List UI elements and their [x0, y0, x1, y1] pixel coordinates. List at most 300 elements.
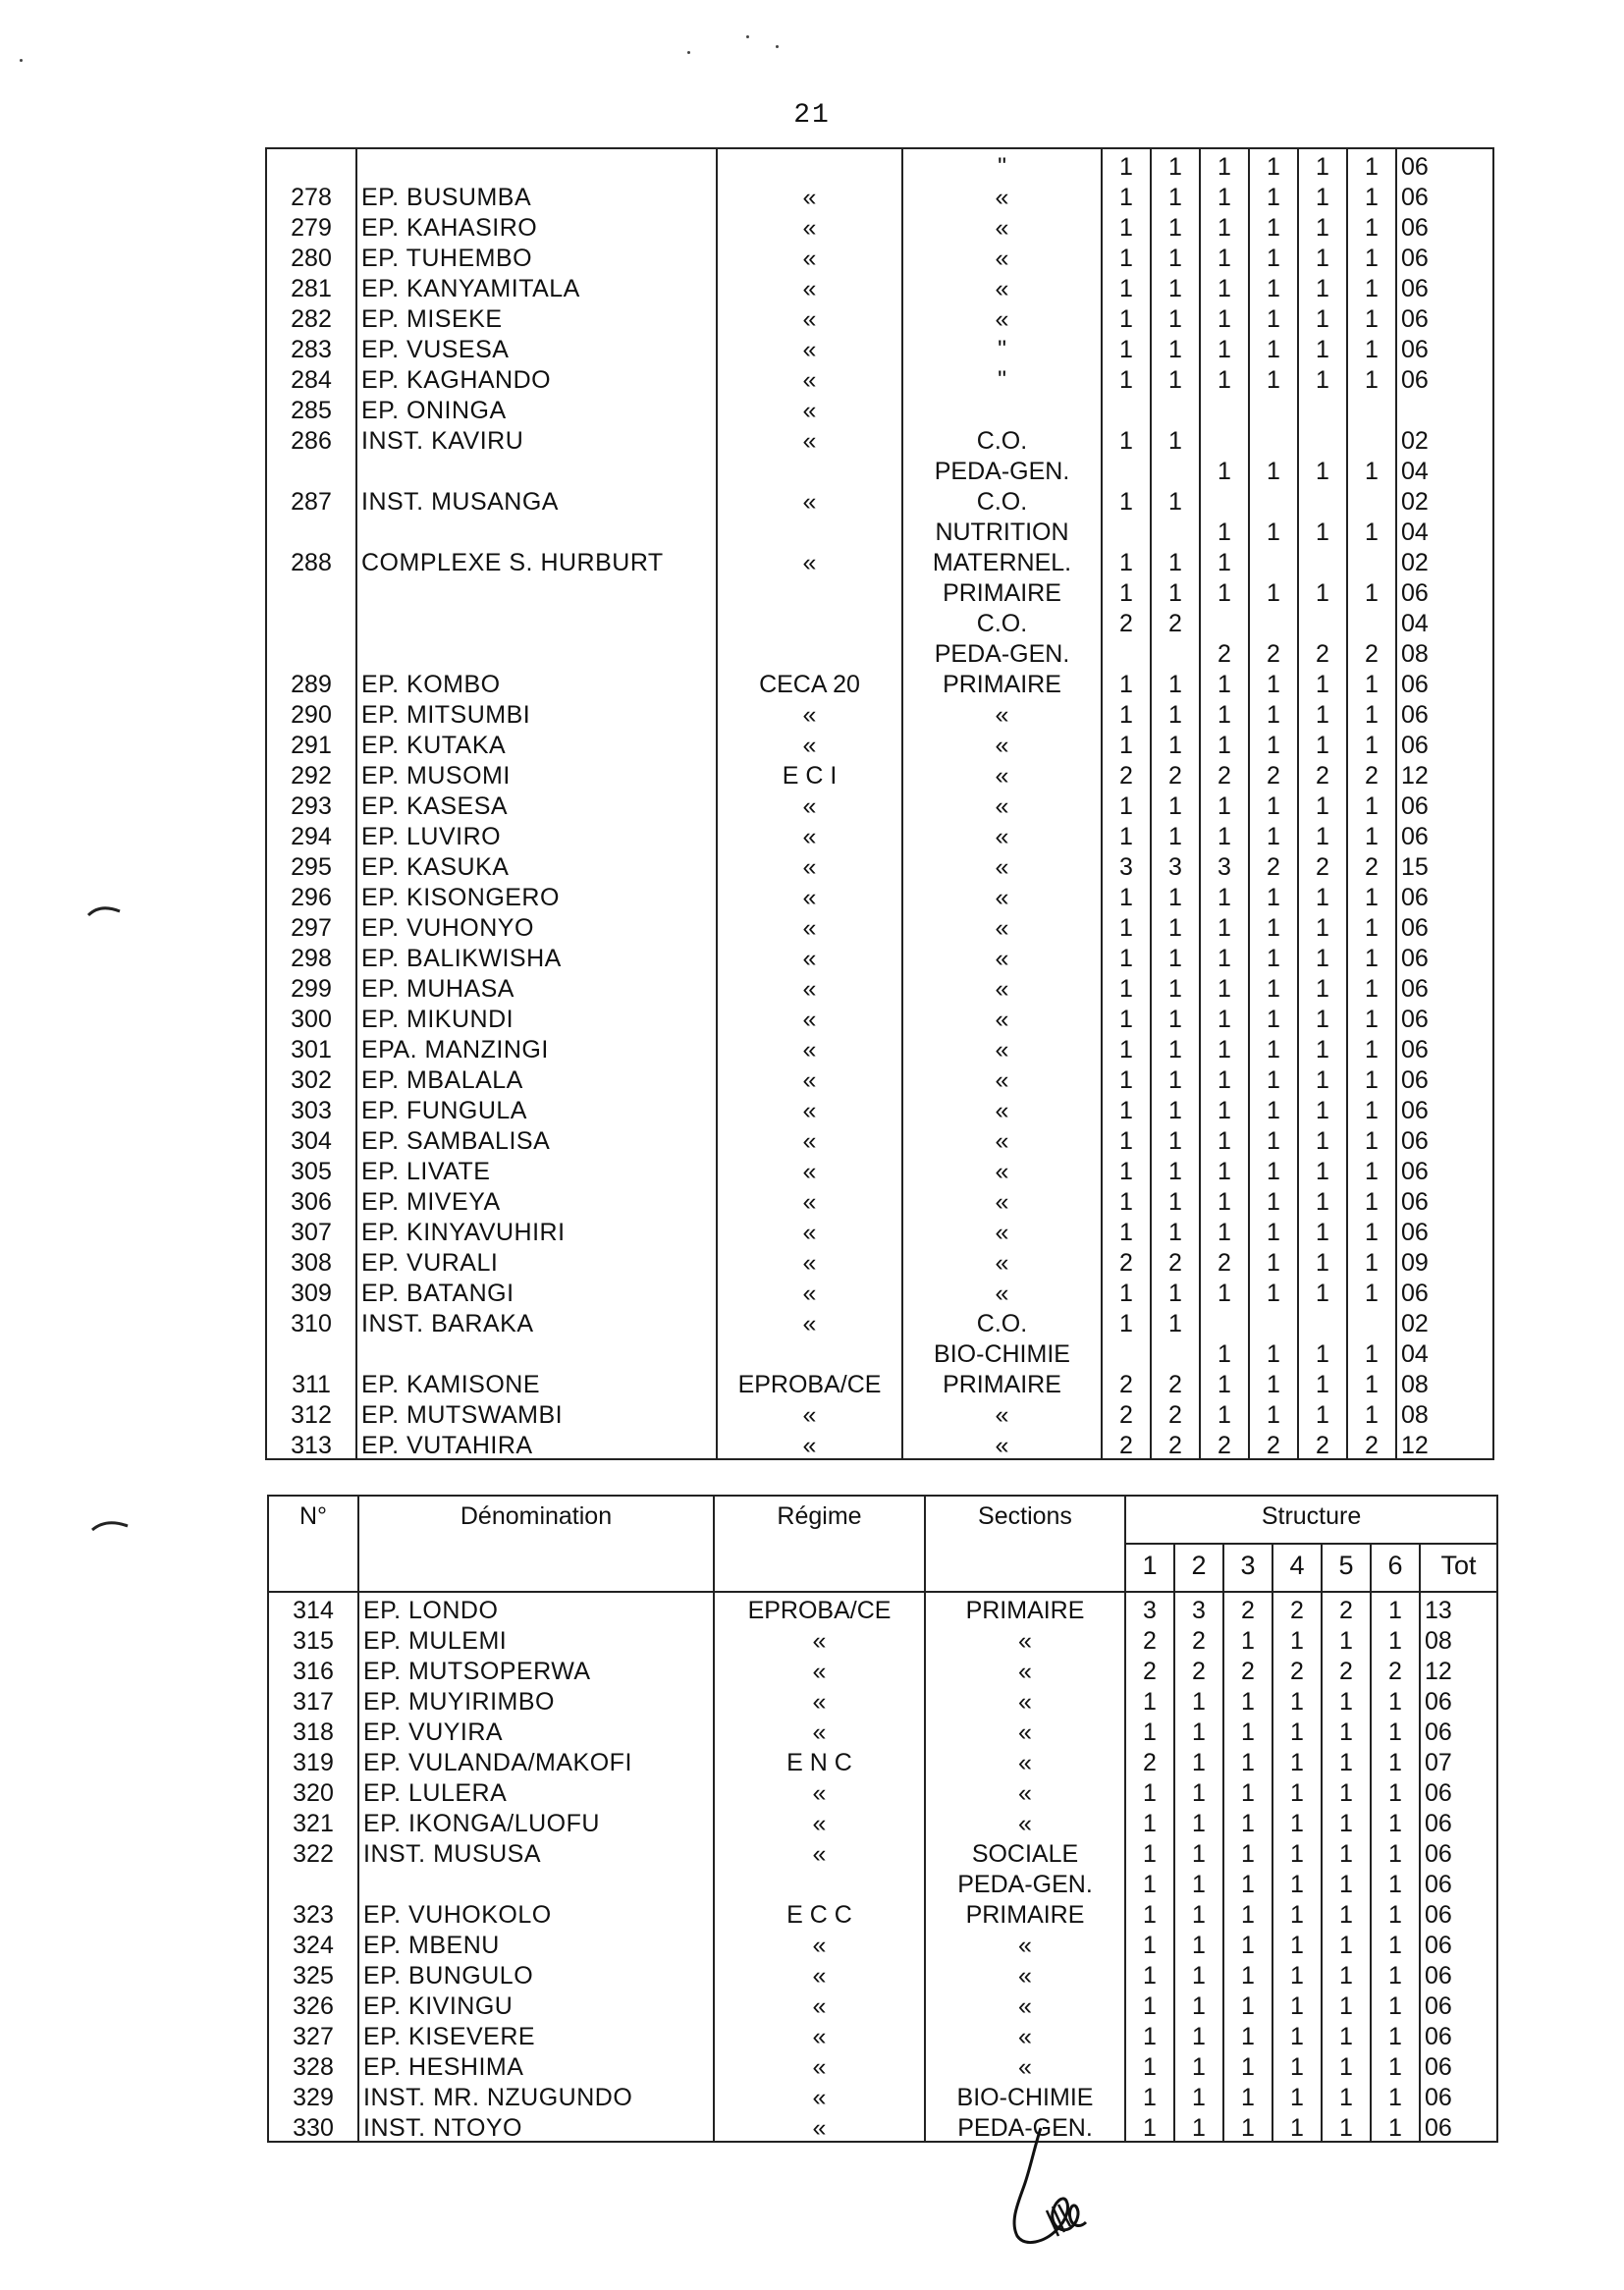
grade-6-classes: 1	[1371, 1867, 1420, 1897]
grade-3-classes	[1200, 1306, 1249, 1336]
grade-6-classes: 1	[1347, 148, 1396, 180]
grade-1-classes: 1	[1125, 1836, 1174, 1867]
grade-6-classes	[1347, 393, 1396, 423]
grade-5-classes	[1298, 484, 1347, 515]
school-section: «	[902, 697, 1102, 728]
table-row	[266, 1306, 1493, 1336]
grade-3-classes: 1	[1223, 1775, 1272, 1806]
school-name: EP. TUHEMBO	[356, 241, 717, 271]
grade-6-classes: 1	[1347, 1336, 1396, 1367]
grade-2-classes: 1	[1151, 971, 1200, 1002]
school-regime: «	[714, 1806, 925, 1836]
grade-5-classes: 2	[1322, 1654, 1371, 1684]
grade-4-classes: 2	[1249, 758, 1298, 789]
grade-1-classes: 1	[1102, 941, 1151, 971]
school-regime: «	[717, 180, 902, 210]
table-row	[268, 1775, 1497, 1806]
total-classes	[1396, 393, 1493, 423]
grade-5-classes: 1	[1298, 971, 1347, 1002]
school-section: PEDA-GEN.	[925, 1867, 1125, 1897]
grade-1-classes: 1	[1125, 2049, 1174, 2080]
grade-3-classes: 1	[1200, 301, 1249, 332]
row-number: 308	[266, 1245, 356, 1276]
grade-5-classes: 1	[1298, 1397, 1347, 1428]
grade-3-classes: 1	[1200, 148, 1249, 180]
school-regime: «	[717, 1215, 902, 1245]
grade-3-classes: 1	[1223, 2080, 1272, 2110]
school-regime: «	[714, 1836, 925, 1867]
grade-2-classes: 1	[1151, 332, 1200, 362]
grade-1-classes: 1	[1102, 484, 1151, 515]
total-classes: 06	[1396, 880, 1493, 910]
table-row	[266, 545, 1493, 575]
school-name: EP. VUHONYO	[356, 910, 717, 941]
row-number: 302	[266, 1063, 356, 1093]
grade-1-classes: 1	[1102, 1306, 1151, 1336]
row-number: 298	[266, 941, 356, 971]
grade-6-classes: 1	[1347, 332, 1396, 362]
school-section: «	[902, 880, 1102, 910]
school-regime	[717, 575, 902, 606]
table-row	[266, 1032, 1493, 1063]
school-name: EP. BUSUMBA	[356, 180, 717, 210]
row-number	[266, 454, 356, 484]
scan-speck	[687, 51, 690, 54]
grade-5-classes: 1	[1298, 515, 1347, 545]
grade-1-classes: 1	[1102, 241, 1151, 271]
grade-2-classes: 1	[1151, 941, 1200, 971]
grade-6-classes: 2	[1347, 1428, 1396, 1459]
row-number: 325	[268, 1958, 358, 1989]
total-classes: 06	[1396, 1154, 1493, 1184]
grade-4-classes: 2	[1272, 1654, 1322, 1684]
grade-1-classes: 1	[1102, 728, 1151, 758]
school-regime: «	[717, 423, 902, 454]
school-name: EP. KINYAVUHIRI	[356, 1215, 717, 1245]
total-classes: 06	[1420, 1775, 1497, 1806]
table-row	[266, 1336, 1493, 1367]
grade-4-classes: 1	[1272, 2019, 1322, 2049]
grade-2-classes: 1	[1151, 1184, 1200, 1215]
grade-4-classes: 1	[1249, 271, 1298, 301]
total-classes: 06	[1420, 2110, 1497, 2142]
grade-4-classes: 1	[1272, 1897, 1322, 1928]
header-sections: Sections	[925, 1496, 1125, 1592]
grade-6-classes: 1	[1347, 1367, 1396, 1397]
grade-2-classes: 2	[1151, 606, 1200, 636]
grade-1-classes: 1	[1125, 1775, 1174, 1806]
grade-2-classes: 2	[1151, 1397, 1200, 1428]
grade-6-classes: 1	[1347, 1397, 1396, 1428]
grade-2-classes: 1	[1174, 1836, 1223, 1867]
school-section: «	[902, 789, 1102, 819]
grade-2-classes: 1	[1151, 484, 1200, 515]
school-regime	[717, 636, 902, 667]
school-section: «	[902, 1276, 1102, 1306]
grade-5-classes: 1	[1298, 332, 1347, 362]
grade-1-classes: 1	[1102, 1032, 1151, 1063]
school-regime: «	[717, 1123, 902, 1154]
grade-2-classes: 1	[1151, 545, 1200, 575]
grade-5-classes: 1	[1322, 1684, 1371, 1715]
total-classes: 06	[1420, 1928, 1497, 1958]
school-section: «	[902, 1093, 1102, 1123]
school-section: "	[902, 362, 1102, 393]
total-classes: 06	[1396, 271, 1493, 301]
margin-mark	[90, 1518, 130, 1534]
total-classes: 06	[1420, 1989, 1497, 2019]
school-regime: «	[714, 1684, 925, 1715]
school-name: INST. MR. NZUGUNDO	[358, 2080, 714, 2110]
grade-2-classes: 1	[1174, 2049, 1223, 2080]
grade-2-classes: 1	[1151, 1154, 1200, 1184]
row-number: 329	[268, 2080, 358, 2110]
table-row	[268, 1745, 1497, 1775]
school-name: EP. VULANDA/MAKOFI	[358, 1745, 714, 1775]
grade-3-classes: 1	[1200, 1154, 1249, 1184]
header-structure: Structure	[1125, 1496, 1497, 1544]
grade-2-classes: 1	[1151, 1276, 1200, 1306]
grade-2-classes: 1	[1174, 1775, 1223, 1806]
row-number: 297	[266, 910, 356, 941]
grade-3-classes: 2	[1200, 758, 1249, 789]
total-classes: 06	[1396, 1184, 1493, 1215]
row-number: 307	[266, 1215, 356, 1245]
school-name: EP. MITSUMBI	[356, 697, 717, 728]
table-row	[266, 271, 1493, 301]
school-regime: «	[717, 1428, 902, 1459]
grade-6-classes	[1347, 423, 1396, 454]
header-grade-1: 1	[1125, 1544, 1174, 1592]
school-name: INST. NTOYO	[358, 2110, 714, 2142]
scan-speck	[776, 45, 779, 48]
grade-5-classes: 1	[1298, 819, 1347, 849]
grade-4-classes	[1249, 484, 1298, 515]
school-name: INST. MUSANGA	[356, 484, 717, 515]
grade-5-classes: 1	[1322, 1989, 1371, 2019]
grade-5-classes: 2	[1322, 1592, 1371, 1623]
grade-4-classes: 1	[1249, 515, 1298, 545]
page-number: 21	[793, 100, 831, 131]
row-number: 300	[266, 1002, 356, 1032]
row-number: 322	[268, 1836, 358, 1867]
grade-2-classes: 1	[1174, 2110, 1223, 2142]
grade-5-classes: 1	[1298, 148, 1347, 180]
header-denomination: Dénomination	[358, 1496, 714, 1592]
grade-5-classes: 1	[1298, 362, 1347, 393]
grade-6-classes: 1	[1371, 1836, 1420, 1867]
total-classes: 04	[1396, 606, 1493, 636]
grade-5-classes: 1	[1298, 728, 1347, 758]
school-name: EP. ONINGA	[356, 393, 717, 423]
grade-1-classes: 1	[1125, 2110, 1174, 2142]
grade-1-classes: 1	[1102, 910, 1151, 941]
row-number: 304	[266, 1123, 356, 1154]
grade-3-classes: 1	[1223, 1897, 1272, 1928]
grade-3-classes: 1	[1200, 515, 1249, 545]
table-row	[268, 1897, 1497, 1928]
table-row	[268, 1623, 1497, 1654]
row-number: 281	[266, 271, 356, 301]
total-classes: 06	[1396, 1215, 1493, 1245]
grade-1-classes: 2	[1102, 1428, 1151, 1459]
school-section: «	[925, 1958, 1125, 1989]
table-row	[266, 971, 1493, 1002]
school-regime: CECA 20	[717, 667, 902, 697]
grade-6-classes: 1	[1347, 180, 1396, 210]
grade-6-classes: 1	[1347, 1093, 1396, 1123]
grade-5-classes: 1	[1298, 1276, 1347, 1306]
grade-2-classes: 1	[1151, 1123, 1200, 1154]
school-section: «	[902, 1002, 1102, 1032]
school-section: «	[902, 910, 1102, 941]
total-classes: 08	[1396, 636, 1493, 667]
grade-5-classes: 1	[1298, 1032, 1347, 1063]
school-section: "	[902, 332, 1102, 362]
grade-4-classes: 1	[1272, 1684, 1322, 1715]
school-name: EP. VUSESA	[356, 332, 717, 362]
grade-5-classes	[1298, 1306, 1347, 1336]
school-regime: E C C	[714, 1897, 925, 1928]
grade-1-classes: 1	[1125, 1989, 1174, 2019]
school-section: NUTRITION	[902, 515, 1102, 545]
table-row	[266, 301, 1493, 332]
school-regime	[717, 454, 902, 484]
total-classes: 02	[1396, 423, 1493, 454]
signature-mark	[1001, 2126, 1090, 2254]
grade-2-classes: 3	[1151, 849, 1200, 880]
grade-3-classes: 1	[1200, 1276, 1249, 1306]
table-row	[268, 2080, 1497, 2110]
grade-2-classes: 1	[1174, 1806, 1223, 1836]
grade-4-classes: 1	[1249, 1063, 1298, 1093]
school-regime: EPROBA/CE	[714, 1592, 925, 1623]
grade-1-classes: 1	[1125, 1867, 1174, 1897]
row-number: 292	[266, 758, 356, 789]
grade-4-classes: 2	[1272, 1592, 1322, 1623]
school-name: EP. VURALI	[356, 1245, 717, 1276]
grade-3-classes: 1	[1200, 1397, 1249, 1428]
grade-1-classes: 1	[1125, 1928, 1174, 1958]
row-number: 323	[268, 1897, 358, 1928]
total-classes: 06	[1396, 241, 1493, 271]
school-regime: «	[717, 789, 902, 819]
grade-6-classes: 1	[1347, 210, 1396, 241]
school-section: «	[925, 1806, 1125, 1836]
grade-1-classes: 1	[1102, 1063, 1151, 1093]
header-regime: Régime	[714, 1496, 925, 1592]
table-row	[266, 1367, 1493, 1397]
row-number: 283	[266, 332, 356, 362]
grade-4-classes: 2	[1249, 1428, 1298, 1459]
grade-1-classes: 1	[1125, 1958, 1174, 1989]
header-grade-3: 3	[1223, 1544, 1272, 1592]
table-row	[266, 636, 1493, 667]
school-name: EP. IKONGA/LUOFU	[358, 1806, 714, 1836]
grade-6-classes	[1347, 545, 1396, 575]
row-number	[266, 1336, 356, 1367]
grade-4-classes: 1	[1272, 1928, 1322, 1958]
grade-4-classes: 1	[1249, 1276, 1298, 1306]
row-number: 279	[266, 210, 356, 241]
grade-5-classes: 1	[1298, 1215, 1347, 1245]
grade-3-classes: 2	[1200, 636, 1249, 667]
school-name: EP. KUTAKA	[356, 728, 717, 758]
grade-4-classes: 1	[1249, 301, 1298, 332]
school-regime: «	[717, 210, 902, 241]
school-section: PEDA-GEN.	[902, 636, 1102, 667]
total-classes: 02	[1396, 484, 1493, 515]
grade-2-classes: 3	[1174, 1592, 1223, 1623]
grade-4-classes: 1	[1249, 332, 1298, 362]
grade-4-classes: 1	[1249, 210, 1298, 241]
total-classes: 06	[1396, 1123, 1493, 1154]
grade-3-classes: 1	[1200, 1336, 1249, 1367]
school-name	[358, 1867, 714, 1897]
grade-6-classes: 1	[1347, 819, 1396, 849]
grade-5-classes: 2	[1298, 636, 1347, 667]
table-row	[268, 2110, 1497, 2142]
table-row	[268, 1654, 1497, 1684]
school-name: EP. KISONGERO	[356, 880, 717, 910]
schools-table-continued	[265, 147, 1494, 1460]
total-classes: 15	[1396, 849, 1493, 880]
school-section: «	[925, 1654, 1125, 1684]
grade-3-classes: 1	[1200, 819, 1249, 849]
table-row	[268, 1715, 1497, 1745]
grade-1-classes	[1102, 1336, 1151, 1367]
table-row	[266, 880, 1493, 910]
grade-2-classes: 1	[1151, 789, 1200, 819]
grade-1-classes: 1	[1102, 332, 1151, 362]
grade-2-classes: 1	[1151, 1093, 1200, 1123]
grade-2-classes: 1	[1151, 1032, 1200, 1063]
grade-4-classes: 1	[1249, 941, 1298, 971]
grade-4-classes: 1	[1249, 575, 1298, 606]
grade-4-classes: 2	[1249, 636, 1298, 667]
grade-3-classes: 2	[1200, 1428, 1249, 1459]
school-name	[356, 1336, 717, 1367]
grade-1-classes: 1	[1102, 1184, 1151, 1215]
table-row	[266, 728, 1493, 758]
grade-3-classes: 1	[1200, 575, 1249, 606]
grade-4-classes: 1	[1249, 1336, 1298, 1367]
grade-2-classes	[1151, 393, 1200, 423]
table-row	[268, 2049, 1497, 2080]
grade-1-classes: 1	[1125, 2019, 1174, 2049]
grade-5-classes: 1	[1322, 1867, 1371, 1897]
grade-5-classes: 1	[1322, 2019, 1371, 2049]
table-row	[268, 2019, 1497, 2049]
total-classes: 06	[1396, 1093, 1493, 1123]
grade-3-classes	[1200, 484, 1249, 515]
table-row	[266, 180, 1493, 210]
grade-2-classes: 1	[1151, 241, 1200, 271]
grade-1-classes: 1	[1125, 1897, 1174, 1928]
grade-1-classes: 1	[1102, 1002, 1151, 1032]
row-number: 287	[266, 484, 356, 515]
school-name: INST. KAVIRU	[356, 423, 717, 454]
grade-3-classes: 1	[1223, 2110, 1272, 2142]
grade-3-classes: 1	[1200, 545, 1249, 575]
row-number: 288	[266, 545, 356, 575]
grade-6-classes: 1	[1371, 2110, 1420, 2142]
grade-1-classes: 1	[1102, 1093, 1151, 1123]
school-regime: «	[717, 1276, 902, 1306]
grade-5-classes: 1	[1322, 1958, 1371, 1989]
grade-6-classes: 1	[1347, 1276, 1396, 1306]
total-classes: 06	[1396, 971, 1493, 1002]
row-number: 305	[266, 1154, 356, 1184]
total-classes: 06	[1396, 1032, 1493, 1063]
grade-4-classes: 1	[1249, 910, 1298, 941]
grade-6-classes: 1	[1347, 697, 1396, 728]
school-regime: «	[717, 1063, 902, 1093]
grade-2-classes: 1	[1174, 1989, 1223, 2019]
grade-6-classes: 1	[1371, 1684, 1420, 1715]
row-number: 315	[268, 1623, 358, 1654]
grade-5-classes: 2	[1298, 1428, 1347, 1459]
grade-2-classes	[1151, 1336, 1200, 1367]
grade-4-classes: 1	[1272, 1745, 1322, 1775]
grade-5-classes: 1	[1298, 1336, 1347, 1367]
grade-3-classes: 1	[1200, 880, 1249, 910]
grade-4-classes: 1	[1249, 971, 1298, 1002]
row-number: 289	[266, 667, 356, 697]
school-regime: «	[717, 1154, 902, 1184]
total-classes: 06	[1420, 2080, 1497, 2110]
grade-3-classes	[1200, 606, 1249, 636]
school-name: EP. KASUKA	[356, 849, 717, 880]
grade-3-classes: 1	[1200, 941, 1249, 971]
table-row	[266, 362, 1493, 393]
row-number: 309	[266, 1276, 356, 1306]
grade-6-classes: 1	[1371, 1958, 1420, 1989]
school-section: «	[902, 1397, 1102, 1428]
school-section: «	[902, 271, 1102, 301]
grade-1-classes: 1	[1102, 545, 1151, 575]
grade-3-classes: 1	[1223, 1715, 1272, 1745]
grade-1-classes	[1102, 515, 1151, 545]
school-regime: «	[717, 1306, 902, 1336]
grade-1-classes	[1102, 393, 1151, 423]
school-name: EP. KISEVERE	[358, 2019, 714, 2049]
school-name: EP. MBALALA	[356, 1063, 717, 1093]
grade-3-classes: 1	[1223, 1745, 1272, 1775]
grade-6-classes: 1	[1347, 1184, 1396, 1215]
grade-6-classes	[1347, 606, 1396, 636]
school-section: «	[902, 1063, 1102, 1093]
school-regime: «	[714, 2110, 925, 2142]
grade-4-classes: 1	[1249, 241, 1298, 271]
total-classes: 06	[1420, 1715, 1497, 1745]
table-row	[266, 941, 1493, 971]
grade-4-classes: 1	[1249, 789, 1298, 819]
grade-5-classes: 1	[1298, 575, 1347, 606]
grade-6-classes: 1	[1371, 2019, 1420, 2049]
grade-6-classes: 1	[1371, 2049, 1420, 2080]
table-row	[268, 1592, 1497, 1623]
grade-1-classes: 1	[1125, 1806, 1174, 1836]
school-regime: «	[717, 941, 902, 971]
row-number: 294	[266, 819, 356, 849]
grade-5-classes: 1	[1298, 210, 1347, 241]
row-number: 320	[268, 1775, 358, 1806]
grade-4-classes: 1	[1272, 1867, 1322, 1897]
row-number: 314	[268, 1592, 358, 1623]
grade-1-classes: 1	[1102, 271, 1151, 301]
school-regime: «	[717, 1397, 902, 1428]
